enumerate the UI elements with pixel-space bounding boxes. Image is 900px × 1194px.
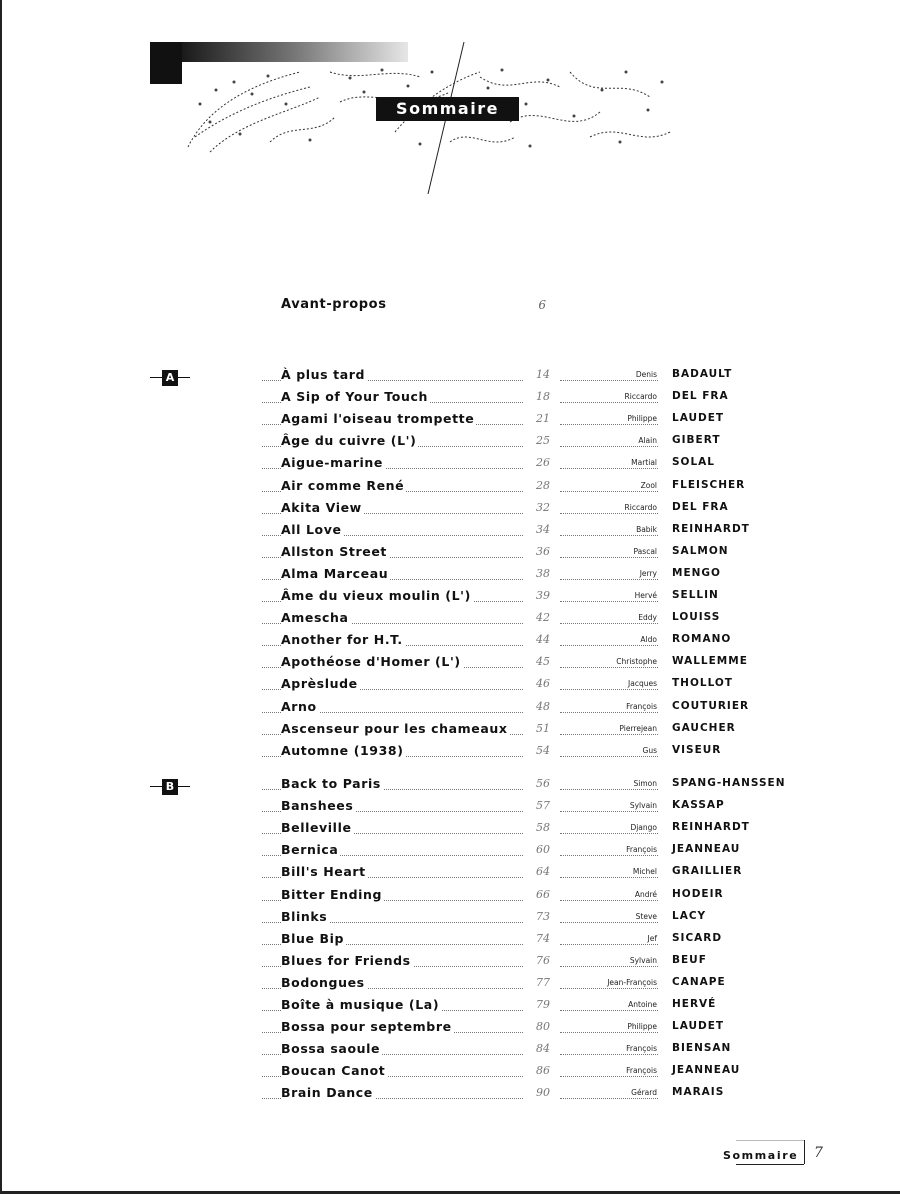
toc-entry[interactable] <box>0 389 900 411</box>
composer-leader-dots <box>560 601 658 602</box>
composer-first-name: Christophe <box>616 657 657 667</box>
composer-last-name: LOUISS <box>672 611 721 624</box>
entry-page-number: 66 <box>536 887 550 901</box>
entry-title[interactable]: Agami l'oiseau trompette <box>281 411 475 427</box>
entry-page-number: 77 <box>536 975 550 989</box>
entry-page-number: 56 <box>536 777 550 790</box>
toc-entry[interactable] <box>0 478 900 500</box>
entry-page-number: 48 <box>536 699 550 713</box>
composer-last-name: LACY <box>672 909 707 922</box>
composer-leader-dots <box>560 1010 658 1011</box>
composer-last-name: SELLIN <box>672 589 719 601</box>
composer-last-name: KASSAP <box>672 799 725 812</box>
composer-leader-dots <box>560 468 658 469</box>
composer-last-name: ROMANO <box>672 633 732 646</box>
composer-last-name: HERVÉ <box>672 998 717 1010</box>
toc-entry[interactable] <box>0 654 900 676</box>
entry-page-number: 32 <box>536 500 550 514</box>
composer-first-name: Gérard <box>631 1088 657 1098</box>
composer-last-name: GAUCHER <box>672 721 736 734</box>
composer-leader-dots <box>560 1098 658 1099</box>
toc-entry[interactable] <box>0 909 900 931</box>
entry-title[interactable]: Alma Marceau <box>281 565 389 581</box>
entry-page-number: 80 <box>536 1020 550 1034</box>
composer-leader-dots <box>560 623 658 624</box>
entry-title[interactable]: Arno <box>281 698 317 714</box>
toc-entry[interactable] <box>0 997 900 1019</box>
intro-page-number: 6 <box>538 298 546 312</box>
entry-page-number: 79 <box>536 998 550 1011</box>
composer-last-name: VISEUR <box>672 743 722 756</box>
toc-entry[interactable] <box>0 676 900 698</box>
composer-last-name: BEUF <box>672 953 707 966</box>
composer-leader-dots <box>560 689 658 690</box>
entry-title[interactable]: Blinks <box>281 908 328 924</box>
footer-rule-vertical <box>804 1140 805 1164</box>
composer-first-name: Jef <box>647 933 657 943</box>
composer-last-name: GRAILLIER <box>672 865 743 878</box>
entry-title[interactable]: Blue Bip <box>281 930 345 946</box>
composer-leader-dots <box>560 1054 658 1055</box>
composer-last-name: SPANG-HANSSEN <box>672 777 786 789</box>
composer-first-name: Sylvain <box>629 955 657 965</box>
composer-leader-dots <box>560 855 658 856</box>
composer-leader-dots <box>560 900 658 901</box>
composer-last-name: LAUDET <box>672 412 725 425</box>
toc-entry[interactable] <box>0 566 900 588</box>
composer-last-name: BIENSAN <box>672 1042 732 1055</box>
toc-entry[interactable] <box>0 588 900 610</box>
composer-leader-dots <box>560 645 658 646</box>
composer-leader-dots <box>560 811 658 812</box>
entry-title[interactable]: Âme du vieux moulin (L') <box>281 588 471 603</box>
composer-last-name: SICARD <box>672 931 723 944</box>
banner-title: Sommaire <box>376 97 519 121</box>
entry-page-number: 46 <box>536 677 550 691</box>
composer-first-name: Aldo <box>640 635 657 645</box>
entry-page-number: 90 <box>536 1086 550 1100</box>
composer-last-name: SALMON <box>672 544 729 557</box>
composer-leader-dots <box>560 557 658 558</box>
composer-leader-dots <box>560 712 658 713</box>
toc-entry[interactable] <box>0 1063 900 1085</box>
composer-last-name: SOLAL <box>672 456 715 469</box>
entry-page-number: 86 <box>536 1064 550 1078</box>
entry-page-number: 14 <box>536 368 550 381</box>
toc-entry[interactable] <box>0 776 900 798</box>
entry-page-number: 45 <box>536 655 550 669</box>
composer-last-name: MENGO <box>672 566 721 579</box>
toc-entry[interactable] <box>0 798 900 820</box>
toc-entry[interactable] <box>0 1085 900 1107</box>
toc-entry[interactable] <box>0 975 900 997</box>
toc-entry[interactable] <box>0 743 900 765</box>
composer-last-name: COUTURIER <box>672 699 750 712</box>
entry-page-number: 28 <box>536 478 550 492</box>
composer-first-name: Michel <box>632 867 657 877</box>
entry-title[interactable]: Akita View <box>281 499 362 515</box>
entry-title[interactable]: Air comme René <box>281 477 405 493</box>
entry-title[interactable]: Blues for Friends <box>281 952 411 968</box>
toc-entry[interactable] <box>0 411 900 433</box>
composer-leader-dots <box>560 491 658 492</box>
composer-first-name: Jerry <box>639 568 657 578</box>
entry-page-number: 18 <box>536 390 550 404</box>
composer-first-name: Riccardo <box>624 502 657 512</box>
toc-entry[interactable] <box>0 699 900 721</box>
footer-rule-bottom <box>736 1164 804 1165</box>
composer-first-name: Simon <box>633 779 657 788</box>
entry-title[interactable]: Boîte à musique (La) <box>281 997 440 1012</box>
footer-section-label: Sommaire <box>723 1149 799 1162</box>
composer-last-name: REINHARDT <box>672 821 750 834</box>
toc-entry[interactable] <box>0 455 900 477</box>
composer-last-name: JEANNEAU <box>672 843 741 856</box>
composer-leader-dots <box>560 513 658 514</box>
toc-entry[interactable] <box>0 931 900 953</box>
toc-entry[interactable] <box>0 500 900 522</box>
entry-title[interactable]: Bill's Heart <box>281 864 366 880</box>
entry-page-number: 51 <box>536 721 550 735</box>
intro-title[interactable]: Avant-propos <box>281 297 387 312</box>
entry-page-number: 54 <box>536 743 550 757</box>
section-letter: A <box>162 370 178 386</box>
composer-leader-dots <box>560 380 658 381</box>
entry-title[interactable]: Banshees <box>281 798 354 814</box>
entry-page-number: 34 <box>536 522 550 536</box>
composer-leader-dots <box>560 833 658 834</box>
composer-last-name: THOLLOT <box>672 677 733 690</box>
toc-entry[interactable] <box>0 820 900 842</box>
footer-page-number: 7 <box>814 1145 823 1161</box>
composer-first-name: Martial <box>631 458 657 468</box>
section-letter: B <box>162 779 178 795</box>
composer-first-name: Gus <box>642 745 657 755</box>
entry-title[interactable]: Bitter Ending <box>281 886 383 902</box>
entry-title[interactable]: Brain Dance <box>281 1085 373 1101</box>
composer-first-name: François <box>626 845 657 855</box>
composer-first-name: Alain <box>638 436 657 446</box>
composer-last-name: WALLEMME <box>672 655 748 668</box>
composer-leader-dots <box>560 789 658 790</box>
toc-entry[interactable] <box>0 610 900 632</box>
composer-leader-dots <box>560 667 658 668</box>
entry-title[interactable]: Bossa pour septembre <box>281 1019 452 1035</box>
composer-first-name: Antoine <box>628 1000 657 1009</box>
toc-entry[interactable] <box>0 1019 900 1041</box>
composer-leader-dots <box>560 966 658 967</box>
composer-last-name: CANAPE <box>672 975 726 988</box>
composer-first-name: Django <box>630 823 657 833</box>
entry-page-number: 74 <box>536 931 550 945</box>
entry-title[interactable]: Ascenseur pour les chameaux <box>281 720 508 736</box>
toc-entry[interactable] <box>0 522 900 544</box>
composer-first-name: André <box>634 889 657 899</box>
composer-leader-dots <box>560 734 658 735</box>
composer-last-name: GIBERT <box>672 434 721 447</box>
composer-first-name: Babik <box>636 524 657 534</box>
composer-first-name: Sylvain <box>629 801 657 811</box>
entry-title[interactable]: Aigue-marine <box>281 455 383 471</box>
toc-entry[interactable] <box>0 367 900 389</box>
composer-leader-dots <box>560 424 658 425</box>
footer-rule-top <box>736 1140 804 1141</box>
entry-title[interactable]: Amescha <box>281 610 349 626</box>
composer-leader-dots <box>560 944 658 945</box>
entry-title[interactable]: Aprèslude <box>281 676 358 692</box>
entry-page-number: 21 <box>536 412 550 426</box>
composer-last-name: FLEISCHER <box>672 478 746 491</box>
composer-last-name: BADAULT <box>672 368 733 380</box>
composer-leader-dots <box>560 1032 658 1033</box>
composer-last-name: REINHARDT <box>672 522 750 535</box>
entry-title[interactable]: Allston Street <box>281 543 387 559</box>
toc-entry[interactable] <box>0 1041 900 1063</box>
composer-first-name: François <box>626 701 657 711</box>
composer-leader-dots <box>560 446 658 447</box>
composer-leader-dots <box>560 877 658 878</box>
entry-title[interactable]: Another for H.T. <box>281 632 403 648</box>
composer-last-name: HODEIR <box>672 887 724 900</box>
entry-page-number: 57 <box>536 799 550 813</box>
entry-title[interactable]: Back to Paris <box>281 776 381 791</box>
toc-entry[interactable] <box>0 864 900 886</box>
entry-title[interactable]: Âge du cuivre (L') <box>281 433 417 449</box>
entry-page-number: 38 <box>536 566 550 580</box>
entry-title[interactable]: A Sip of Your Touch <box>281 389 428 405</box>
composer-first-name: Philippe <box>627 1022 657 1032</box>
entry-page-number: 76 <box>536 953 550 967</box>
composer-first-name: Denis <box>635 370 657 379</box>
composer-leader-dots <box>560 579 658 580</box>
composer-last-name: DEL FRA <box>672 390 729 403</box>
entry-title[interactable]: À plus tard <box>281 367 366 382</box>
composer-last-name: DEL FRA <box>672 500 729 513</box>
composer-last-name: LAUDET <box>672 1020 725 1033</box>
composer-first-name: François <box>626 1044 657 1054</box>
composer-first-name: Jacques <box>628 679 657 689</box>
composer-leader-dots <box>560 1076 658 1077</box>
composer-leader-dots <box>560 988 658 989</box>
entry-page-number: 44 <box>536 633 550 647</box>
toc-entry[interactable] <box>0 721 900 743</box>
entry-page-number: 36 <box>536 544 550 558</box>
entry-title[interactable]: Belleville <box>281 820 352 836</box>
composer-leader-dots <box>560 756 658 757</box>
entry-page-number: 26 <box>536 456 550 470</box>
composer-first-name: Eddy <box>638 613 657 623</box>
toc-entry[interactable] <box>0 953 900 975</box>
toc-entry[interactable] <box>0 433 900 455</box>
composer-first-name: François <box>626 1066 657 1076</box>
composer-first-name: Pascal <box>633 546 657 556</box>
composer-first-name: Hervé <box>634 591 657 600</box>
entry-page-number: 25 <box>536 434 550 448</box>
composer-first-name: Philippe <box>627 414 657 424</box>
entry-title[interactable]: Automne (1938) <box>281 742 404 758</box>
entry-page-number: 73 <box>536 909 550 923</box>
entry-title[interactable]: Boucan Canot <box>281 1063 386 1079</box>
entry-page-number: 42 <box>536 611 550 625</box>
composer-first-name: Riccardo <box>624 392 657 402</box>
composer-last-name: MARAIS <box>672 1086 725 1099</box>
entry-page-number: 39 <box>536 589 550 602</box>
toc-entry[interactable] <box>0 632 900 654</box>
entry-title[interactable]: All Love <box>281 521 342 537</box>
header-banner <box>150 42 680 154</box>
entry-title[interactable]: Bodongues <box>281 974 365 990</box>
entry-title[interactable]: Bossa saoule <box>281 1041 381 1057</box>
entry-page-number: 58 <box>536 821 550 835</box>
composer-first-name: Jean-François <box>607 977 657 987</box>
composer-last-name: JEANNEAU <box>672 1064 741 1077</box>
entry-title[interactable]: Bernica <box>281 842 339 858</box>
entry-page-number: 60 <box>536 843 550 857</box>
toc-entry[interactable] <box>0 842 900 864</box>
entry-page-number: 84 <box>536 1042 550 1056</box>
composer-first-name: Steve <box>635 911 657 921</box>
composer-leader-dots <box>560 535 658 536</box>
composer-first-name: Pierrejean <box>619 723 657 733</box>
toc-entry[interactable] <box>0 887 900 909</box>
entry-page-number: 64 <box>536 865 550 879</box>
composer-leader-dots <box>560 402 658 403</box>
composer-first-name: Zool <box>640 480 657 490</box>
toc-entry[interactable] <box>0 544 900 566</box>
composer-leader-dots <box>560 922 658 923</box>
entry-title[interactable]: Apothéose d'Homer (L') <box>281 654 461 670</box>
